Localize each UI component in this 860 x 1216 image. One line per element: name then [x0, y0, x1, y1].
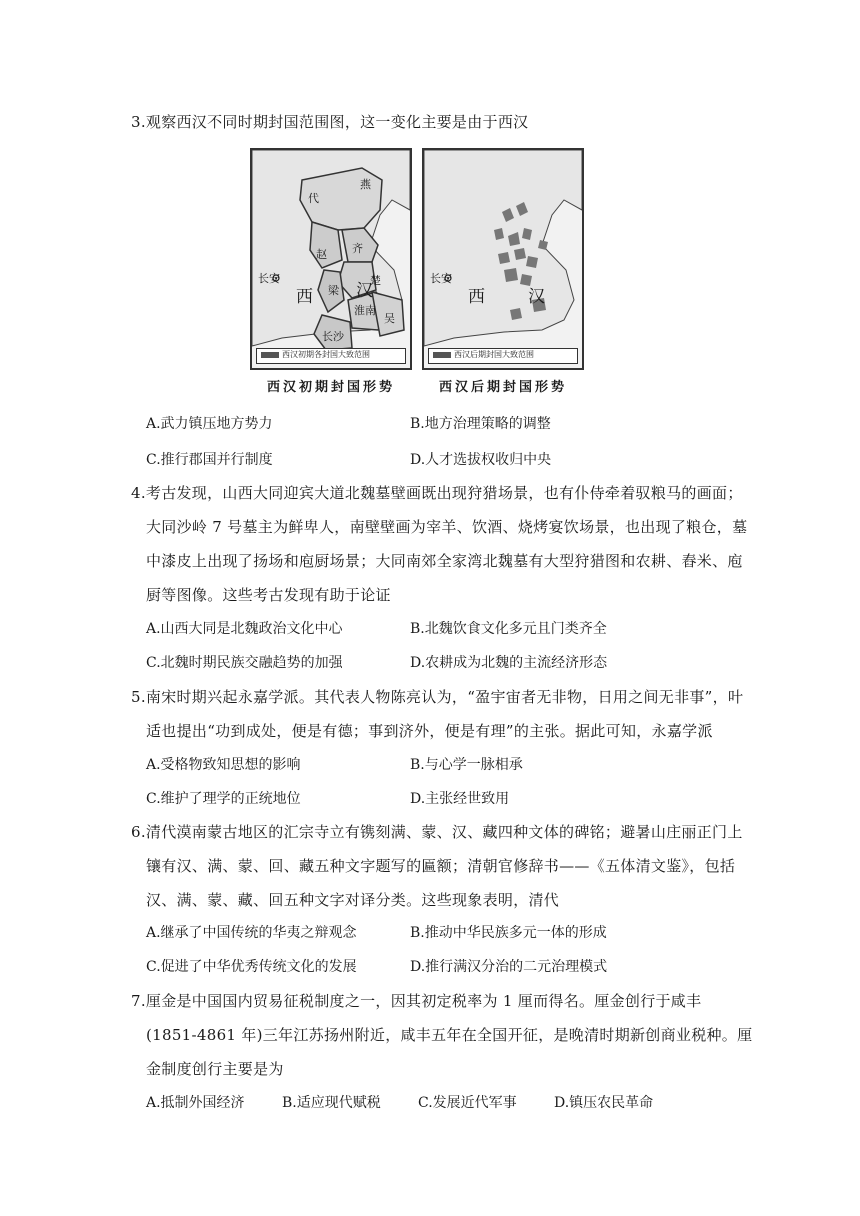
- q6-option-b[interactable]: B.推动中华民族多元一体的形成: [410, 925, 607, 941]
- label-changan-early: 长安: [258, 272, 280, 285]
- q5-option-a[interactable]: A.受格物致知思想的影响: [146, 757, 301, 773]
- q3-option-d[interactable]: D.人才选拔权收归中央: [410, 452, 552, 468]
- q6-option-d[interactable]: D.推行满汉分治的二元治理模式: [410, 959, 608, 975]
- early-legend-text: 西汉初期各封国大致范围: [282, 350, 370, 359]
- q7-option-d[interactable]: D.镇压农民革命: [554, 1095, 654, 1111]
- question-3-stem: 3.观察西汉不同时期封国范围图，这一变化主要是由于西汉: [131, 113, 529, 131]
- label-liang: 梁: [328, 284, 339, 297]
- label-han-late: 汉: [528, 287, 545, 307]
- question-4-line-4: 厨等图像。这些考古发现有助于论证: [146, 586, 391, 604]
- q5-option-d[interactable]: D.主张经世致用: [410, 791, 510, 807]
- q6-option-a[interactable]: A.继承了中国传统的华夷之辩观念: [146, 925, 357, 941]
- q6-option-c[interactable]: C.促进了中华优秀传统文化的发展: [146, 959, 357, 975]
- label-changsha: 长沙: [322, 330, 344, 343]
- q5-option-b[interactable]: B.与心学一脉相承: [410, 757, 523, 773]
- q3-option-a[interactable]: A.武力镇压地方势力: [146, 416, 273, 432]
- legend-swatch: [261, 352, 279, 358]
- question-6-line-2: 镶有汉、满、蒙、回、藏五种文字题写的匾额；清朝官修辞书——《五体清文鉴》，包括: [146, 857, 736, 875]
- q4-option-a[interactable]: A.山西大同是北魏政治文化中心: [146, 621, 343, 637]
- question-5-line-2: 适也提出“功到成处，便是有德；事到济外，便是有理”的主张。据此可知，永嘉学派: [146, 722, 713, 740]
- question-7-line-1: 7.厘金是中国国内贸易征税制度之一，因其初定税率为 1 厘而得名。厘金创行于咸丰: [131, 992, 702, 1010]
- q7-option-a[interactable]: A.抵制外国经济: [146, 1095, 245, 1111]
- q5-option-c[interactable]: C.维护了理学的正统地位: [146, 791, 301, 807]
- question-7-line-3: 金制度创行主要是为: [146, 1060, 284, 1078]
- q7-option-b[interactable]: B.适应现代赋税: [282, 1095, 381, 1111]
- label-zhao: 赵: [316, 248, 327, 261]
- label-qi: 齐: [352, 242, 363, 255]
- label-dai: 代: [308, 192, 319, 205]
- label-xi-late: 西: [468, 287, 485, 307]
- legend-swatch: [433, 352, 451, 358]
- question-4-line-1: 4.考古发现，山西大同迎宾大道北魏墓壁画既出现狩猎场景，也有仆侍牵着驭粮马的画面；: [131, 484, 743, 502]
- question-4-line-2: 大同沙岭 7 号墓主为鲜卑人，南壁壁画为宰羊、饮酒、烧烤宴饮场景，也出现了粮仓，墓: [146, 518, 748, 536]
- late-han-map: [422, 148, 584, 370]
- label-huainan: 淮南: [354, 304, 376, 317]
- question-7-line-2: (1851-4861 年)三年江苏扬州附近，咸丰五年在全国开征，是晚清时期新创商业税种。厘: [146, 1026, 753, 1044]
- late-legend-text: 西汉后期封国大致范围: [454, 350, 534, 359]
- question-4-line-3: 中漆皮上出现了扬场和庖厨场景；大同南郊全家湾北魏墓有大型狩猎图和农耕、舂米、庖: [146, 552, 743, 570]
- label-xi-early: 西: [296, 287, 313, 307]
- label-chu: 楚: [370, 274, 381, 287]
- question-6-line-3: 汉、满、蒙、藏、回五种文字对译分类。这些现象表明，清代: [146, 891, 560, 909]
- question-5-line-1: 5.南宋时期兴起永嘉学派。其代表人物陈亮认为，“盈宇宙者无非物，日用之间无非事”，叶: [131, 688, 744, 706]
- question-6-line-1: 6.清代漠南蒙古地区的汇宗寺立有镌刻满、蒙、汉、藏四种文体的碑铭；避暑山庄丽正门上: [131, 823, 743, 841]
- han-fiefdom-maps: [250, 148, 584, 396]
- early-map-legend: [256, 348, 406, 364]
- label-han-early: 汉: [356, 281, 373, 301]
- q7-option-c[interactable]: C.发展近代军事: [418, 1095, 517, 1111]
- q4-option-b[interactable]: B.北魏饮食文化多元且门类齐全: [410, 621, 607, 637]
- q4-option-d[interactable]: D.农耕成为北魏的主流经济形态: [410, 655, 608, 671]
- q3-option-b[interactable]: B.地方治理策略的调整: [410, 416, 551, 432]
- q4-option-c[interactable]: C.北魏时期民族交融趋势的加强: [146, 655, 343, 671]
- late-map-legend: [428, 348, 578, 364]
- label-yan: 燕: [360, 178, 371, 191]
- early-han-map: [250, 148, 412, 370]
- label-changan-late: 长安: [430, 272, 452, 285]
- q3-option-c[interactable]: C.推行郡国并行制度: [146, 452, 273, 468]
- early-map-caption: 西汉初期封国形势: [266, 380, 395, 395]
- label-wu: 吴: [384, 312, 395, 325]
- late-map-caption: 西汉后期封国形势: [438, 380, 567, 395]
- late-han-map-drawing: [424, 150, 582, 368]
